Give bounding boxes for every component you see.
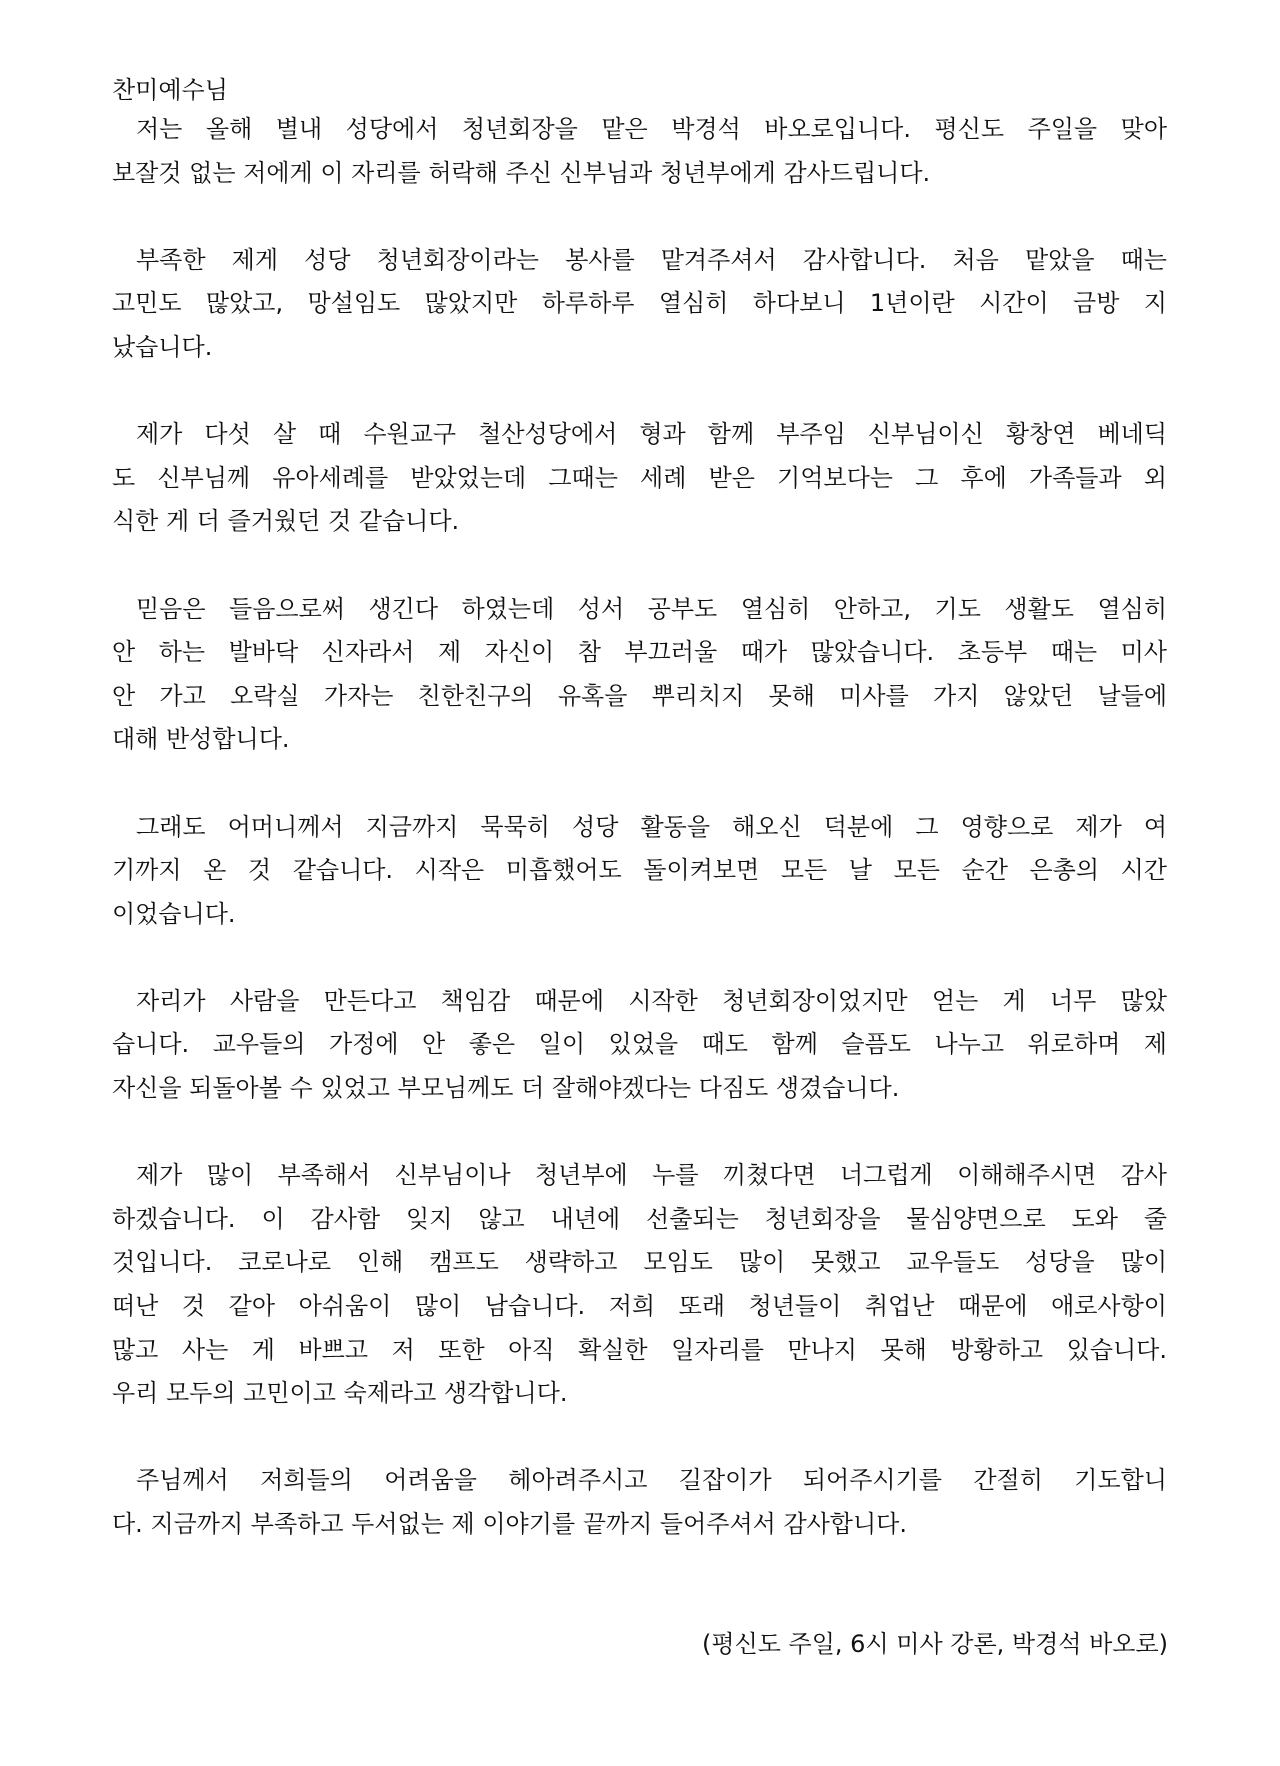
paragraph-line [112, 1067, 1167, 1111]
paragraph [112, 806, 1167, 937]
paragraph-line [112, 980, 1167, 1024]
line-text: 고민도 많았고, 망설임도 많았지만 하루하루 열심히 하다보니 1년이란 시간이 금방 지 [112, 289, 1167, 318]
greeting-heading: 찬미예수님 [112, 76, 228, 104]
line-text: 믿음은 들음으로써 생긴다 하였는데 성서 공부도 열심히 안하고, 기도 생활도 열심히 [136, 594, 1167, 623]
paragraph [112, 588, 1167, 762]
paragraph-line [112, 1241, 1167, 1285]
paragraph-line [112, 282, 1167, 326]
line-text: 도 신부님께 유아세례를 받았었는데 그때는 세례 받은 기억보다는 그 후에 가족들과 외 [112, 463, 1167, 492]
paragraph-list [112, 108, 1167, 1547]
paragraph-line [112, 413, 1167, 457]
paragraph-line [112, 1154, 1167, 1198]
paragraph [112, 980, 1167, 1111]
paragraph [112, 1459, 1167, 1546]
paragraph-line [112, 806, 1167, 850]
line-text: 이었습니다. [112, 899, 236, 928]
line-text: 부족한 제게 성당 청년회장이라는 봉사를 맡겨주셔서 감사합니다. 처음 맡았을 때는 [136, 245, 1167, 274]
line-text: 습니다. 교우들의 가정에 안 좋은 일이 있었을 때도 함께 슬픔도 나누고 위로하며 제 [112, 1030, 1167, 1059]
paragraph-line [112, 675, 1167, 719]
paragraph [112, 1154, 1167, 1416]
paragraph-line [112, 1285, 1167, 1329]
line-text: 보잘것 없는 저에게 이 자리를 허락해 주신 신부님과 청년부에게 감사드립니다. [112, 158, 931, 187]
line-text: 많고 사는 게 바쁘고 저 또한 아직 확실한 일자리를 만나지 못해 방황하고 있습니다. [112, 1335, 1167, 1364]
line-text: 대해 반성합니다. [112, 725, 290, 754]
paragraph [112, 413, 1167, 544]
paragraph-line [112, 152, 1167, 196]
paragraph-line [112, 1503, 1167, 1547]
paragraph-line [112, 1198, 1167, 1242]
paragraph-line [112, 893, 1167, 937]
line-text: 주님께서 저희들의 어려움을 헤아려주시고 길잡이가 되어주시기를 간절히 기도합니 [136, 1466, 1167, 1495]
line-text: 하겠습니다. 이 감사함 잊지 않고 내년에 선출되는 청년회장을 물심양면으로 도와 줄 [112, 1204, 1167, 1233]
paragraph-line [112, 239, 1167, 283]
line-text: 떠난 것 같아 아쉬움이 많이 남습니다. 저희 또래 청년들이 취업난 때문에 애로사항이 [112, 1292, 1167, 1321]
line-text: 그래도 어머니께서 지금까지 묵묵히 성당 활동을 해오신 덕분에 그 영향으로 제가 여 [136, 812, 1167, 841]
line-text: 자신을 되돌아볼 수 있었고 부모님께도 더 잘해야겠다는 다짐도 생겼습니다. [112, 1074, 900, 1103]
paragraph-line [112, 1372, 1167, 1416]
paragraph-line [112, 588, 1167, 632]
line-text: 났습니다. [112, 332, 213, 361]
paragraph-line [112, 326, 1167, 370]
line-text: 저는 올해 별내 성당에서 청년회장을 맡은 박경석 바오로입니다. 평신도 주일을 맞아 [136, 115, 1167, 143]
line-text: 자리가 사람을 만든다고 책임감 때문에 시작한 청년회장이었지만 얻는 게 너무 많았 [136, 986, 1167, 1015]
paragraph-line [112, 849, 1167, 893]
paragraph-line [112, 108, 1167, 152]
line-text: 제가 많이 부족해서 신부님이나 청년부에 누를 끼쳤다면 너그럽게 이해해주시면 감사 [136, 1161, 1167, 1190]
line-text: 식한 게 더 즐거웠던 것 같습니다. [112, 507, 460, 536]
line-text: 것입니다. 코로나로 인해 캠프도 생략하고 모임도 많이 못했고 교우들도 성당을 많이 [112, 1248, 1167, 1277]
line-text: 기까지 온 것 같습니다. 시작은 미흡했어도 돌이켜보면 모든 날 모든 순간 은총의 시간 [112, 856, 1167, 885]
paragraph-line [112, 631, 1167, 675]
document-body [112, 72, 1167, 1590]
paragraph-line [112, 1329, 1167, 1373]
paragraph-line [112, 1023, 1167, 1067]
paragraph-line [112, 500, 1167, 544]
paragraph [112, 108, 1167, 195]
paragraph [112, 239, 1167, 370]
line-text: 제가 다섯 살 때 수원교구 철산성당에서 형과 함께 부주임 신부님이신 황창연 베네딕 [136, 420, 1167, 449]
closing-attribution: (평신도 주일, 6시 미사 강론, 박경석 바오로) [702, 1630, 1168, 1658]
line-text: 안 하는 발바닥 신자라서 제 자신이 참 부끄러울 때가 많았습니다. 초등부 때는 미사 [112, 638, 1167, 667]
paragraph-line [112, 718, 1167, 762]
line-text: 다. 지금까지 부족하고 두서없는 제 이야기를 끝까지 들어주셔서 감사합니다. [112, 1510, 907, 1538]
line-text: 안 가고 오락실 가자는 친한친구의 유혹을 뿌리치지 못해 미사를 가지 않았던 날들에 [112, 681, 1167, 710]
line-text: 우리 모두의 고민이고 숙제라고 생각합니다. [112, 1379, 568, 1408]
paragraph-line [112, 457, 1167, 501]
paragraph-line [112, 1459, 1167, 1503]
